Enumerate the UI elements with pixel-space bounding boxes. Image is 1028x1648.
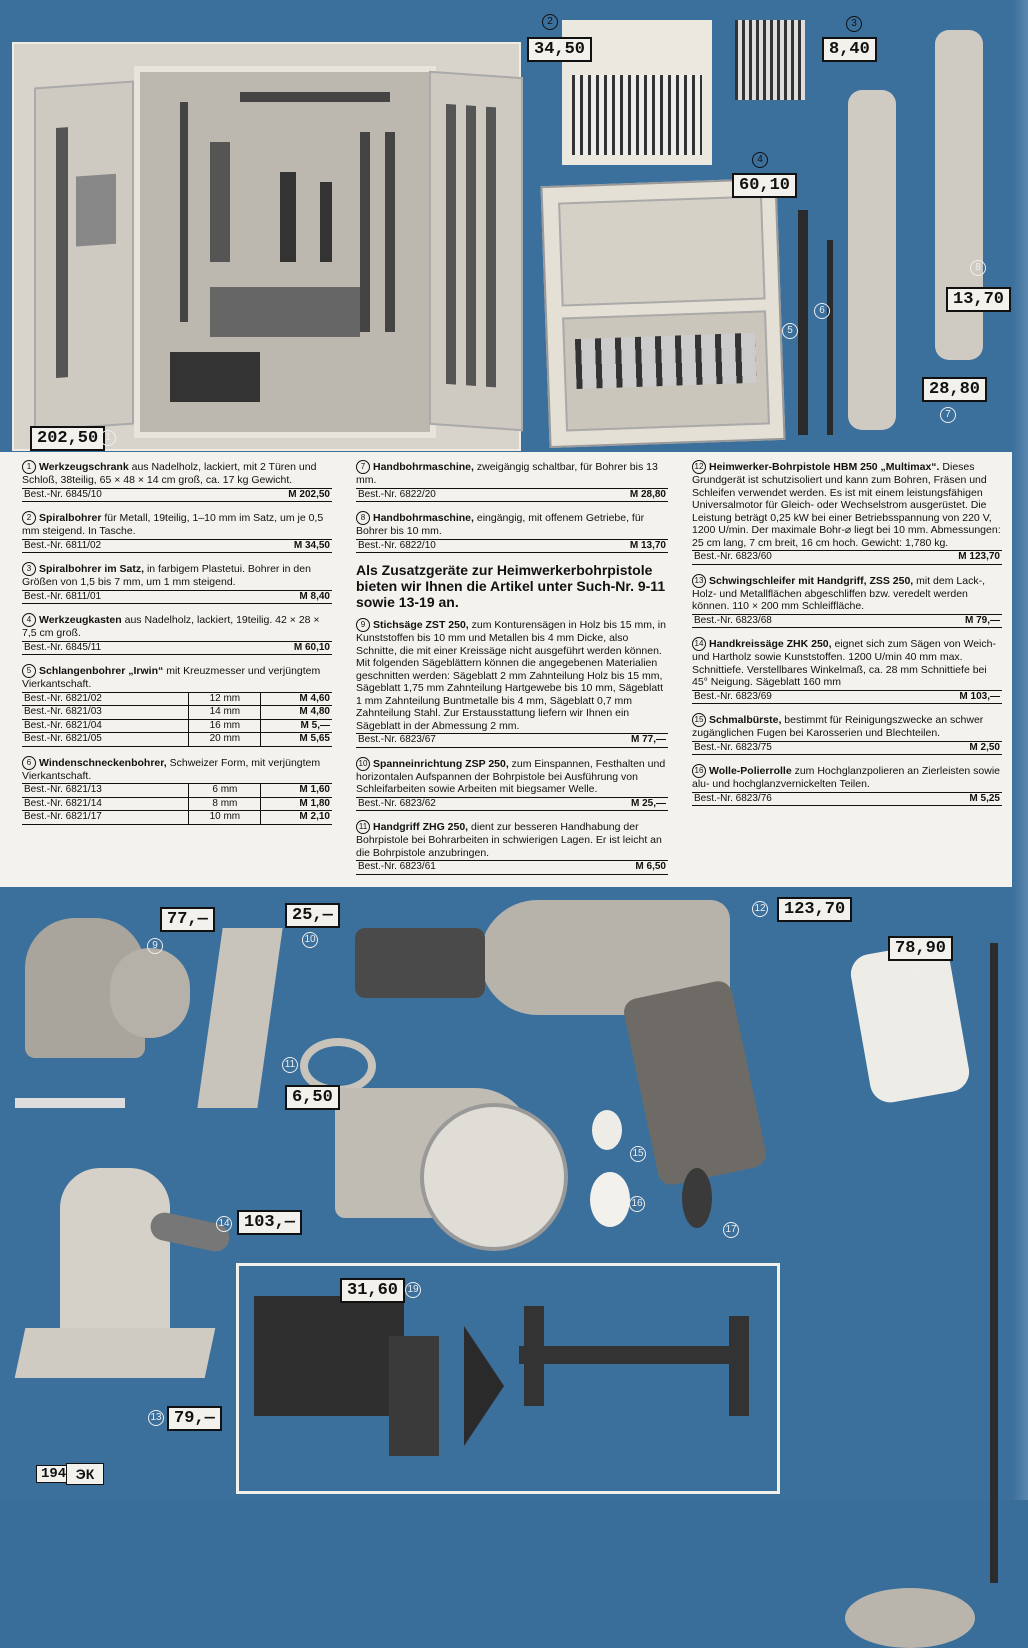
price-tag-12: 123,70	[777, 897, 852, 922]
small-drill-bits-image	[735, 20, 805, 100]
saw-blade-image	[420, 1103, 568, 1251]
item-6-num: 6	[22, 756, 36, 770]
saw-handle-image	[76, 174, 116, 247]
item-15-text: bestimmt für Reinigungszwecke an schwer zugänglichen Fugen bei Karosserien und Blechteilen.	[692, 713, 984, 739]
price-tag-3: 8,40	[822, 37, 877, 62]
sander-pad-image	[15, 1328, 216, 1378]
item-9-order: Best.-Nr. 6823/67	[358, 734, 436, 745]
jigsaw-motor-image	[110, 948, 190, 1038]
orbital-sander-image	[60, 1168, 170, 1338]
stand-drill-image	[848, 940, 973, 1105]
item-16-order-row	[692, 792, 1002, 807]
item-10-num: 10	[356, 757, 370, 771]
screwdriver-image	[360, 132, 370, 332]
item-10-order: Best.-Nr. 6823/62	[358, 797, 436, 809]
price-cell: M 5,65	[261, 733, 332, 747]
drill-bits-image	[572, 75, 702, 155]
hand-drill-two-speed-image	[848, 90, 896, 430]
item-8-text: eingängig, mit offenem Getriebe, für Bohrer bis 10 mm.	[356, 511, 645, 537]
item-6-order-table	[22, 783, 332, 825]
lathe-accessory-inset	[236, 1263, 780, 1494]
item-14-price: M 103,—	[959, 690, 1000, 702]
item-2-order-row	[22, 539, 332, 554]
pliers-image	[320, 182, 332, 262]
item-3-title: Spiralbohrer im Satz,	[39, 562, 145, 575]
text-column-2	[356, 460, 668, 884]
item-5-order-table	[22, 692, 332, 747]
item-2-num: 2	[22, 511, 36, 525]
item-number-6: 6	[814, 303, 830, 319]
item-3-order-row	[22, 590, 332, 605]
saw-image	[56, 127, 68, 378]
g-clamp-image	[389, 1336, 439, 1456]
item-1-order-row	[22, 488, 332, 503]
item-2-order: Best.-Nr. 6811/02	[24, 539, 102, 551]
item-13-price: M 79,—	[964, 614, 1000, 626]
item-2-price: M 34,50	[293, 539, 330, 551]
item-14-order: Best.-Nr. 6823/69	[694, 690, 772, 702]
drill-chuck-image	[355, 928, 485, 998]
item-9-num: 9	[356, 618, 370, 632]
item-9-title: Stichsäge ZST 250,	[373, 618, 469, 631]
item-11-order: Best.-Nr. 6823/61	[358, 861, 436, 872]
price-tag-19: 31,60	[340, 1278, 405, 1303]
size-cell: 10 mm	[189, 811, 261, 825]
tool-image	[210, 142, 230, 262]
screwdriver-image	[385, 132, 395, 332]
table-row	[22, 733, 332, 747]
price-cell: M 2,10	[261, 811, 332, 825]
item-4-text: aus Nadelholz, lackiert, 19teilig. 42 × 28 × 7,5 cm groß.	[22, 613, 320, 639]
item-number-1: 1	[100, 430, 116, 446]
item-number-7: 7	[940, 407, 956, 423]
item-number-3: 3	[846, 16, 862, 32]
item-2-title: Spiralbohrer	[39, 511, 102, 524]
item-14-order-row	[692, 690, 1002, 705]
item-14-num: 14	[692, 637, 706, 651]
item-12-order: Best.-Nr. 6823/60	[694, 551, 772, 562]
wire-brush-image	[682, 1168, 712, 1228]
item-11-order-row	[356, 860, 668, 875]
item-12-order-row	[692, 550, 1002, 565]
cabinet-body	[134, 66, 436, 438]
price-cell: M 5,—	[261, 719, 332, 733]
item-number-9: 9	[147, 938, 163, 954]
item-12-description	[692, 460, 1002, 565]
item-5-num: 5	[22, 664, 36, 678]
text-column-1	[22, 460, 332, 834]
chisel-set-image	[210, 287, 360, 337]
file-image	[486, 107, 496, 388]
order-cell: Best.-Nr. 6821/04	[22, 719, 189, 733]
item-12-price: M 123,70	[958, 551, 1000, 562]
item-4-description	[22, 613, 332, 655]
jigsaw-base-image	[15, 1098, 125, 1108]
price-tag-10: 25,—	[285, 903, 340, 928]
item-number-10: 10	[302, 932, 318, 948]
item-11-num: 11	[356, 820, 370, 834]
tool-cabinet-photo	[12, 42, 521, 451]
order-cell: Best.-Nr. 6821/02	[22, 692, 189, 706]
item-3-num: 3	[22, 562, 36, 576]
item-5-description	[22, 664, 332, 747]
table-row	[22, 719, 332, 733]
item-number-8: 8	[970, 260, 986, 276]
brace-image	[240, 92, 390, 102]
item-16-text: zum Hochglanzpolieren an Zierleisten sowie alu- und hochglanzvernickelten Teilen.	[692, 764, 1001, 790]
item-16-price: M 5,25	[969, 792, 1000, 804]
size-cell: 8 mm	[189, 797, 261, 811]
item-8-price: M 13,70	[629, 539, 666, 551]
item-15-order: Best.-Nr. 6823/75	[694, 741, 772, 753]
order-cell: Best.-Nr. 6821/13	[22, 784, 189, 798]
size-cell: 14 mm	[189, 706, 261, 720]
case-tray	[562, 310, 770, 431]
order-cell: Best.-Nr. 6821/03	[22, 706, 189, 720]
brush-disc-image	[592, 1110, 622, 1150]
item-4-price: M 60,10	[293, 641, 330, 653]
item-9-description	[356, 618, 668, 748]
item-3-order: Best.-Nr. 6811/01	[24, 590, 102, 602]
item-6-text: Schweizer Form, mit verjüngtem Vierkantschaft.	[22, 756, 321, 782]
price-cell: M 4,60	[261, 692, 332, 706]
cabinet-left-door	[34, 81, 134, 432]
price-tag-14: 103,—	[237, 1210, 302, 1235]
item-15-description	[692, 713, 1002, 755]
price-cell: M 1,80	[261, 797, 332, 811]
item-8-order-row	[356, 539, 668, 554]
table-row	[22, 784, 332, 798]
item-2-description	[22, 511, 332, 553]
item-10-title: Spanneinrichtung ZSP 250,	[373, 757, 509, 770]
pliers-image	[280, 172, 296, 262]
item-number-19: 19	[405, 1282, 421, 1298]
lathe-headstock-image	[524, 1306, 544, 1406]
item-10-description	[356, 757, 668, 812]
item-12-num: 12	[692, 460, 706, 474]
item-15-num: 15	[692, 713, 706, 727]
item-2-text: für Metall, 19teilig, 1–10 mm im Satz, um je 0,5 mm steigend. In Tasche.	[22, 511, 324, 537]
plane-image	[170, 352, 260, 402]
lathe-tailstock-image	[729, 1316, 749, 1416]
tool-case-photo	[541, 178, 786, 448]
page-spine	[1012, 0, 1028, 1500]
arrow-image	[464, 1326, 504, 1446]
item-11-description	[356, 820, 668, 875]
item-11-text: dient zur besseren Handhabung der Bohrpistole bei Bohrarbeiten in schwierigen Lagen. Er ist leicht an die Bohrpistole anzubringen.	[356, 820, 662, 859]
item-number-5: 5	[782, 323, 798, 339]
item-6-description	[22, 756, 332, 825]
item-5-text: mit Kreuzmesser und verjüngtem Vierkantschaft.	[22, 664, 321, 690]
item-16-num: 16	[692, 764, 706, 778]
item-3-price: M 8,40	[299, 590, 330, 602]
item-number-4: 4	[752, 152, 768, 168]
price-tag-1: 202,50	[30, 426, 105, 451]
item-9-order-row	[356, 733, 668, 748]
item-number-14: 14	[216, 1216, 232, 1232]
item-12-text: Dieses Grundgerät ist schutzisoliert und kann zum Bohren, Fräsen und Schleifen verwendet werden. Es ist mit einem leistungsfähigen Universalmotor für Gleich- oder Wechselstrom ausgerüstet. Die Leistung beträgt 0,25 kW bei einer Betriebsspannung von 220 V, 1200 U/min. Der maximale Bohr-⌀ liegt bei 10 mm. Abmessungen: 25 cm lang, 7 cm breit, 16 cm hoch. Gewicht: 1,780 kg.	[692, 460, 1001, 549]
item-6-title: Windenschneckenbohrer,	[39, 756, 167, 769]
size-cell: 16 mm	[189, 719, 261, 733]
order-cell: Best.-Nr. 6821/17	[22, 811, 189, 825]
price-tag-8: 13,70	[946, 287, 1011, 312]
text-column-3	[692, 460, 1002, 815]
table-row	[22, 811, 332, 825]
item-14-title: Handkreissäge ZHK 250,	[709, 637, 832, 650]
item-4-order: Best.-Nr. 6845/11	[24, 641, 102, 653]
item-number-12: 12	[752, 901, 768, 917]
item-16-description	[692, 764, 1002, 806]
auger-bit-image	[827, 240, 833, 435]
price-cell: M 4,80	[261, 706, 332, 720]
auger-bit-image	[798, 210, 808, 435]
size-cell: 6 mm	[189, 784, 261, 798]
item-1-text: aus Nadelholz, lackiert, mit 2 Türen und Schloß, 38teilig, 65 × 48 × 14 cm groß, ca. 17 kg Gewicht.	[22, 460, 317, 486]
drill-stand-base-image	[845, 1588, 975, 1648]
price-tag-9: 77,—	[160, 907, 215, 932]
table-row	[22, 797, 332, 811]
size-cell: 20 mm	[189, 733, 261, 747]
accessories-headline: Als Zusatzgeräte zur Heimwerkerbohrpistole bieten wir Ihnen die Artikel unter Such-Nr. 9-11 sowie 13-19 an.	[356, 562, 666, 610]
price-tag-7: 28,80	[922, 377, 987, 402]
item-4-title: Werkzeugkasten	[39, 613, 122, 626]
price-tag-13: 79,—	[167, 1406, 222, 1431]
price-tag-18: 78,90	[888, 936, 953, 961]
item-number-15: 15	[630, 1146, 646, 1162]
item-10-text: zum Einspannen, Festhalten und horizontalen Aufspannen der Bohrpistole bei Ausführung von Schleifarbeiten sowie Arbeiten mit biegsamer Welle.	[356, 757, 666, 795]
price-tag-4: 60,10	[732, 173, 797, 198]
publisher-logo: ЭК	[66, 1463, 104, 1485]
item-1-description	[22, 460, 332, 502]
order-cell: Best.-Nr. 6821/14	[22, 797, 189, 811]
item-10-price: M 25,—	[630, 797, 666, 809]
item-8-description	[356, 511, 668, 553]
item-7-title: Handbohrmaschine,	[373, 460, 474, 473]
file-image	[446, 104, 456, 385]
case-tools-image	[575, 333, 757, 389]
item-15-price: M 2,50	[969, 741, 1000, 753]
clamp-device-image	[197, 928, 282, 1108]
item-14-text: eignet sich zum Sägen von Weich- und Hartholz sowie Kunststoffen. 1200 U/min 40 mm max. Schnittiefe. Verstellbares Winkelmaß, ca. 28 mm Schnittiefe bei 45° Neigung. Sägeblatt 160 mm	[692, 637, 996, 688]
item-13-order: Best.-Nr. 6823/68	[694, 614, 772, 626]
lathe-bed-image	[519, 1346, 749, 1364]
table-row	[22, 706, 332, 720]
item-14-description	[692, 637, 1002, 704]
item-8-title: Handbohrmaschine,	[373, 511, 474, 524]
item-8-order: Best.-Nr. 6822/10	[358, 539, 436, 551]
tool-rest-image	[254, 1296, 404, 1416]
wool-roll-image	[590, 1172, 630, 1227]
item-16-order: Best.-Nr. 6823/76	[694, 792, 772, 804]
file-image	[466, 105, 476, 386]
item-15-order-row	[692, 741, 1002, 756]
item-7-order: Best.-Nr. 6822/20	[358, 488, 436, 500]
item-9-text: zum Konturensägen in Holz bis 15 mm, in Kunststoffen bis 10 mm und Metallen bis 4 mm Dicke, also Schnitte, die mit einer Kreissäge nicht ausgeführt werden können. Mit folgenden Sägeblättern können die angegebenen Materialien geschnitten werden: Sägeblatt 2 mm Zahnteilung Holz bis 15 mm, Sägeblatt 1,75 mm Zahnteilung Hartgewebe bis 10 mm, Sägeblatt 1 mm Zahnteilung Buntmetalle bis 4 mm, Sägeblatt 0,7 mm Zahnteilung Stahl. Zur Erstausstattung liefern wir Ihnen ein Sägeblatt in der Abmessung 2 mm.	[356, 618, 666, 732]
item-number-13: 13	[148, 1410, 164, 1426]
item-11-price: M 6,50	[635, 861, 666, 872]
item-4-num: 4	[22, 613, 36, 627]
item-number-2: 2	[542, 14, 558, 30]
order-cell: Best.-Nr. 6821/05	[22, 733, 189, 747]
item-number-11: 11	[282, 1057, 298, 1073]
size-cell: 12 mm	[189, 692, 261, 706]
item-13-title: Schwingschleifer mit Handgriff, ZSS 250,	[709, 574, 914, 587]
item-1-order: Best.-Nr. 6845/10	[24, 488, 102, 500]
item-13-order-row	[692, 614, 1002, 629]
item-13-description	[692, 574, 1002, 629]
price-tag-11: 6,50	[285, 1085, 340, 1110]
price-cell: M 1,60	[261, 784, 332, 798]
item-9-price: M 77,—	[630, 734, 666, 745]
item-1-num: 1	[22, 460, 36, 474]
page-number: 194	[36, 1465, 71, 1483]
case-lid	[558, 195, 766, 306]
tool-image	[180, 102, 188, 322]
item-7-order-row	[356, 488, 668, 503]
item-4-order-row	[22, 641, 332, 656]
item-8-num: 8	[356, 511, 370, 525]
item-number-16: 16	[629, 1196, 645, 1212]
item-7-num: 7	[356, 460, 370, 474]
item-1-price: M 202,50	[288, 488, 330, 500]
item-16-title: Wolle-Polierrolle	[709, 764, 792, 777]
price-tag-2: 34,50	[527, 37, 592, 62]
item-5-title: Schlangenbohrer „Irwin“	[39, 664, 164, 677]
item-3-text: in farbigem Plastetui. Bohrer in den Größen von 1,5 bis 7 mm, um 1 mm steigend.	[22, 562, 311, 588]
item-number-18: 18	[903, 969, 919, 985]
item-10-order-row	[356, 797, 668, 812]
item-13-text: mit dem Lack-, Holz- und Metallflächen abgeschliffen bzw. veredelt werden können. 110 × 200 mm Schleiffläche.	[692, 574, 985, 612]
item-number-17: 17	[723, 1222, 739, 1238]
table-row	[22, 692, 332, 706]
item-7-description	[356, 460, 668, 502]
item-7-text: zweigängig schaltbar, für Bohrer bis 13 mm.	[356, 460, 658, 486]
cabinet-right-door	[429, 71, 523, 432]
item-11-title: Handgriff ZHG 250,	[373, 820, 469, 833]
item-1-title: Werkzeugschrank	[39, 460, 129, 473]
item-15-title: Schmalbürste,	[709, 713, 782, 726]
item-13-num: 13	[692, 574, 706, 588]
item-3-description	[22, 562, 332, 604]
item-7-price: M 28,80	[629, 488, 666, 500]
drill-stand-column-image	[990, 943, 998, 1583]
item-12-title: Heimwerker-Bohrpistole HBM 250 „Multimax“.	[709, 460, 940, 473]
